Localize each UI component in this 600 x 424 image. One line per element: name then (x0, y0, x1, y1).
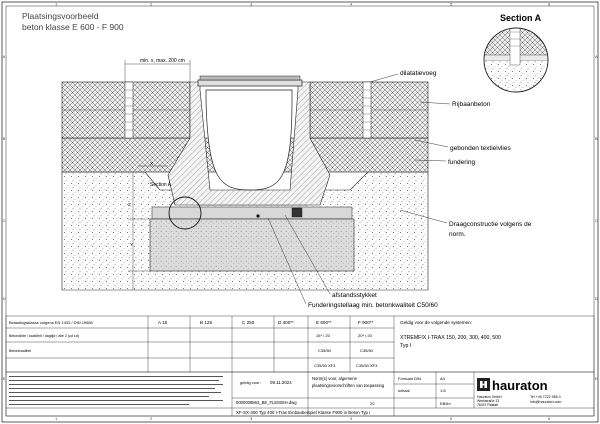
load-class-3: D 400** (278, 320, 294, 325)
label-support-structure-line2: norm. (449, 231, 466, 238)
drawing-number: 0000008863_BE_FLEMISH.dwg (236, 400, 297, 405)
grid-row-B-left: B (2, 136, 6, 141)
section-a-marker-label: Section A (150, 182, 172, 188)
grid-row-E-left: E (2, 376, 6, 381)
hauraton-logo (477, 378, 548, 393)
valid-for-heading: Geldig voor de volgende systemen: (400, 320, 473, 325)
cross-section (62, 76, 428, 290)
grid-row-A-right: A (595, 54, 598, 59)
systems-line2: Typ I (400, 343, 412, 349)
grid-row-E-right: E (595, 376, 598, 381)
grid-row-A-left: A (2, 54, 6, 59)
section-a-heading: Section A (500, 13, 542, 23)
grid-column-5-bottom: 5 (450, 416, 453, 421)
address-line1: Hauraton GmbH (477, 395, 502, 399)
drawing-title-line1: Plaatsingsvoorbeeld (22, 11, 99, 21)
cell-f900-thickness: 20* / 20 (358, 333, 372, 338)
format-value: A4 (440, 376, 445, 381)
load-class-5: F 900** (358, 320, 374, 325)
label-support-structure-line1: Draagconstructie volgens de (449, 221, 532, 228)
grid-row-D-right: D (595, 296, 598, 301)
note-line1: Norm(s) voor, algemene (312, 376, 357, 381)
cell-e600-thickness: 15* / 20 (316, 333, 330, 338)
grid-column-3-top: 3 (250, 1, 253, 7)
address-line2: Werkstraße 13 (477, 399, 500, 403)
fine-print (9, 376, 223, 405)
grid-column-4-top: 4 (350, 1, 353, 7)
grid-column-6-bottom: 6 (548, 416, 551, 421)
section-a-detail (480, 25, 555, 96)
grid-column-1-bottom: 1 (55, 416, 58, 421)
load-class-table (6, 316, 594, 372)
label-textile-fleece: gebonden textielvlies (450, 145, 511, 152)
label-bedding-layer: Funderingstellaag min. betonkwaliteit C50/60 (308, 302, 438, 309)
grid-column-3-bottom: 3 (250, 416, 253, 421)
load-class-headers (158, 320, 374, 325)
table-row-header-load-class: Belastingsklasse volgens EN 1433 / DIN 19580 (9, 320, 93, 325)
load-class-4: E 600** (316, 320, 332, 325)
label-foundation: fundering (448, 159, 476, 166)
grid-column-6-top: 6 (548, 1, 551, 7)
grid-column-1-top: 1 (55, 1, 58, 7)
load-class-1: B 125 (200, 320, 213, 325)
grid-row-B-right: B (595, 136, 598, 141)
load-class-0: A 15 (158, 320, 168, 325)
drawing-caption: XF-SX-300 Typ 400 I-Trax Einbaubeispiel Klasse F900 in Beton Typ I (236, 410, 371, 415)
company-name: hauraton (492, 378, 548, 393)
sheet-value: 20 (370, 401, 375, 406)
cell-f900-exposure: C35/50 XF3 (356, 363, 378, 368)
valid-from-date: 09.11.2024 (270, 380, 292, 385)
grid-column-4-bottom: 4 (350, 416, 353, 421)
cell-e600-exposure: C35/50 XF3 (314, 363, 336, 368)
scale-label: schaal (398, 388, 410, 393)
phone: Tel +49 7222 958 0 (530, 395, 561, 399)
grid-row-C-left: C (2, 218, 6, 223)
systems-line1: XTREMFIX I-TRAX 150, 200, 300, 400, 500 (400, 335, 501, 341)
dimension-x-label: X (150, 161, 154, 166)
grid-column-2-bottom: 2 (150, 416, 153, 421)
unit-value: EB/lm (440, 401, 451, 406)
table-row-header-concrete: Betondikte / kwaliteit / dagtijd / alle 2 (cd cd) (9, 334, 79, 338)
dimension-z-label: Z (128, 202, 131, 207)
drawing-title-line2: beton klasse E 600 - F 900 (22, 22, 124, 32)
address-line3: 76437 Rastatt (477, 403, 499, 407)
label-spacer: afstandsstykket (332, 292, 377, 299)
valid-from-label: geldig voor: (240, 380, 261, 385)
dimension-y-label: Y (130, 242, 134, 247)
cell-f900-quality: C35/50 (360, 348, 373, 353)
label-dilatation-joint: dilatatievoeg (400, 70, 437, 77)
grid-column-2-top: 2 (150, 1, 153, 7)
load-class-2: C 250 (242, 320, 255, 325)
email: info@hauraton.com (530, 400, 562, 404)
grid-column-5-top: 5 (450, 1, 453, 7)
note-line2: plaatsingsvoorschriften van toepassing (312, 383, 385, 388)
format-label: Formaat DIN (398, 376, 421, 381)
table-row-header-quality: Betonkwaliteit (9, 349, 32, 353)
dimension-label-top: min. x, max. 200 cm (140, 58, 185, 64)
grid-row-C-right: C (595, 218, 598, 223)
scale-value: 1:8 (440, 388, 446, 393)
label-road-concrete: Rijbaanbeton (452, 101, 491, 108)
cell-e600-quality: C35/50 (318, 348, 331, 353)
grid-row-D-left: D (2, 296, 6, 301)
